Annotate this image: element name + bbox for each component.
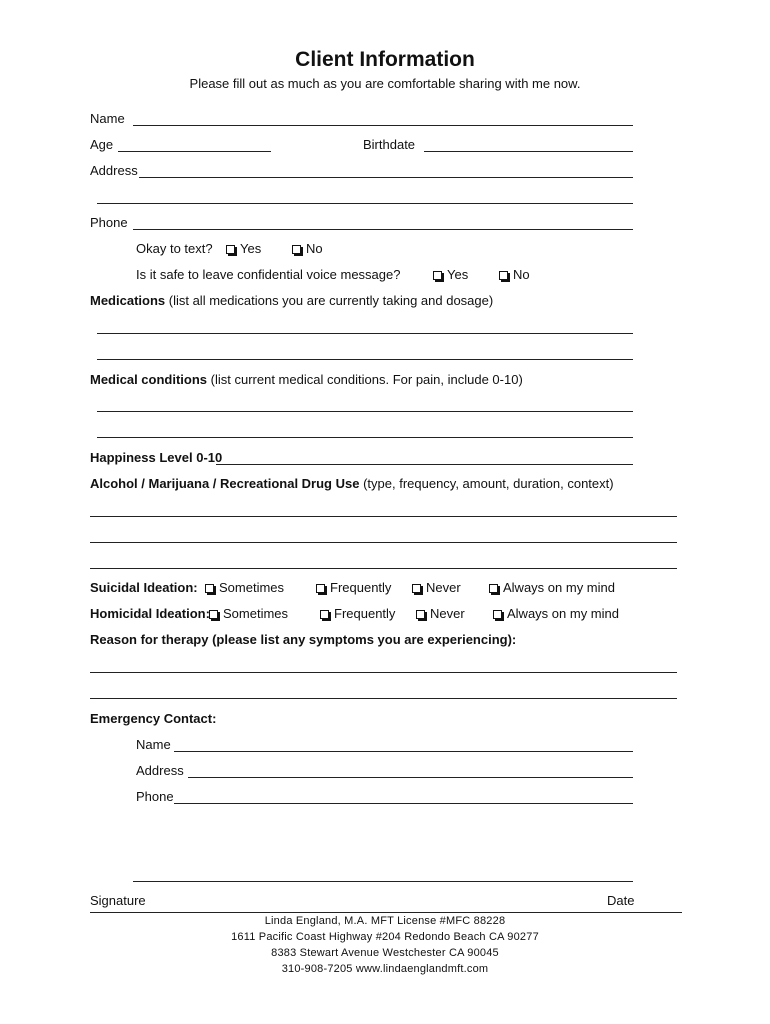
- signature-field[interactable]: [133, 881, 633, 882]
- voice-msg-no-option[interactable]: [499, 267, 530, 282]
- medications-field-line-2[interactable]: [97, 359, 633, 360]
- text-ok-no-option[interactable]: [292, 241, 323, 256]
- homicidal-option-sometimes[interactable]: [209, 606, 288, 621]
- checkbox-icon[interactable]: [412, 584, 421, 593]
- checkbox-icon[interactable]: [499, 271, 508, 280]
- birthdate-field[interactable]: [424, 151, 633, 152]
- option-label: Yes: [447, 267, 469, 282]
- medications-label: Medications: [90, 293, 166, 308]
- emergency-address-label: Address: [136, 763, 184, 778]
- suicidal-option-frequently[interactable]: [316, 580, 391, 595]
- emergency-name-field[interactable]: [174, 751, 633, 752]
- homicidal-option-always[interactable]: [493, 606, 619, 621]
- option-label: Never: [430, 606, 465, 621]
- option-label: Never: [426, 580, 461, 595]
- phone-label: Phone: [90, 215, 128, 230]
- substance-field-line-3[interactable]: [90, 568, 677, 569]
- medical-conditions-label: Medical conditions: [90, 372, 208, 387]
- option-label: Frequently: [330, 580, 392, 595]
- emergency-name-label: Name: [136, 737, 171, 752]
- option-label: Sometimes: [223, 606, 289, 621]
- checkbox-icon[interactable]: [316, 584, 325, 593]
- medications-field-line-1[interactable]: [97, 333, 633, 334]
- address-label: Address: [90, 163, 138, 178]
- suicidal-label: Suicidal Ideation:: [90, 580, 198, 595]
- voice-msg-question: Is it safe to leave confidential voice message?: [136, 267, 401, 282]
- option-label: Always on my mind: [503, 580, 615, 595]
- checkbox-icon[interactable]: [489, 584, 498, 593]
- age-field[interactable]: [118, 151, 271, 152]
- checkbox-icon[interactable]: [205, 584, 214, 593]
- text-ok-yes-option[interactable]: [226, 241, 261, 256]
- phone-field[interactable]: [133, 229, 633, 230]
- checkbox-icon[interactable]: [292, 245, 301, 254]
- substance-field-line-2[interactable]: [90, 542, 677, 543]
- checkbox-icon[interactable]: [226, 245, 235, 254]
- emergency-phone-field[interactable]: [174, 803, 633, 804]
- option-label: No: [513, 267, 530, 282]
- birthdate-label: Birthdate: [363, 137, 416, 152]
- footer-line-2: 1611 Pacific Coast Highway #204 Redondo Beach CA 90277: [231, 931, 539, 943]
- substance-field-line-1[interactable]: [90, 516, 677, 517]
- option-label: No: [306, 241, 323, 256]
- medical-conditions-field-line-1[interactable]: [97, 411, 633, 412]
- age-label: Age: [90, 137, 114, 152]
- option-label: Yes: [240, 241, 262, 256]
- reason-label: Reason for therapy (please list any symptoms you are experiencing):: [90, 632, 517, 647]
- substance-heading: [90, 476, 614, 491]
- name-field[interactable]: [133, 125, 633, 126]
- suicidal-option-never[interactable]: [412, 580, 461, 595]
- text-ok-question: Okay to text?: [136, 241, 213, 256]
- address-field-line-2[interactable]: [97, 203, 633, 204]
- homicidal-option-frequently[interactable]: [320, 606, 395, 621]
- option-label: Frequently: [334, 606, 396, 621]
- checkbox-icon[interactable]: [493, 610, 502, 619]
- suicidal-option-sometimes[interactable]: [205, 580, 284, 595]
- suicidal-option-always[interactable]: [489, 580, 615, 595]
- footer-line-4: 310-908-7205 www.lindaenglandmft.com: [281, 963, 489, 975]
- emergency-label: Emergency Contact:: [90, 711, 217, 726]
- checkbox-icon[interactable]: [433, 271, 442, 280]
- medical-conditions-heading: [90, 372, 523, 387]
- medications-hint: (list all medications you are currently taking and dosage): [168, 293, 494, 308]
- page-subtitle: Please fill out as much as you are comfortable sharing with me now.: [189, 76, 581, 91]
- reason-field-line-1[interactable]: [90, 672, 677, 673]
- page-title: Client Information: [295, 48, 475, 71]
- address-field[interactable]: [139, 177, 633, 178]
- happiness-label: Happiness Level 0-10: [90, 450, 223, 465]
- emergency-address-field[interactable]: [188, 777, 633, 778]
- reason-field-line-2[interactable]: [90, 698, 677, 699]
- option-label: Always on my mind: [507, 606, 619, 621]
- checkbox-icon[interactable]: [209, 610, 218, 619]
- homicidal-option-never[interactable]: [416, 606, 465, 621]
- date-label: Date: [607, 893, 635, 908]
- footer-line-1: Linda England, M.A. MFT License #MFC 88228: [264, 915, 506, 927]
- name-label: Name: [90, 111, 125, 126]
- checkbox-icon[interactable]: [320, 610, 329, 619]
- voice-msg-yes-option[interactable]: [433, 267, 468, 282]
- medical-conditions-hint: (list current medical conditions. For pain, include 0-10): [210, 372, 523, 387]
- footer-line-3: 8383 Stewart Avenue Westchester CA 90045: [271, 947, 499, 959]
- medical-conditions-field-line-2[interactable]: [97, 437, 633, 438]
- substance-hint: (type, frequency, amount, duration, context): [363, 476, 614, 491]
- homicidal-label: Homicidal Ideation:: [90, 606, 210, 621]
- substance-label: Alcohol / Marijuana / Recreational Drug Use: [90, 476, 360, 491]
- emergency-phone-label: Phone: [136, 789, 174, 804]
- signature-label: Signature: [90, 893, 146, 908]
- option-label: Sometimes: [219, 580, 285, 595]
- happiness-field[interactable]: [216, 464, 633, 465]
- medications-heading: [90, 293, 493, 308]
- checkbox-icon[interactable]: [416, 610, 425, 619]
- footer-divider: [90, 912, 682, 913]
